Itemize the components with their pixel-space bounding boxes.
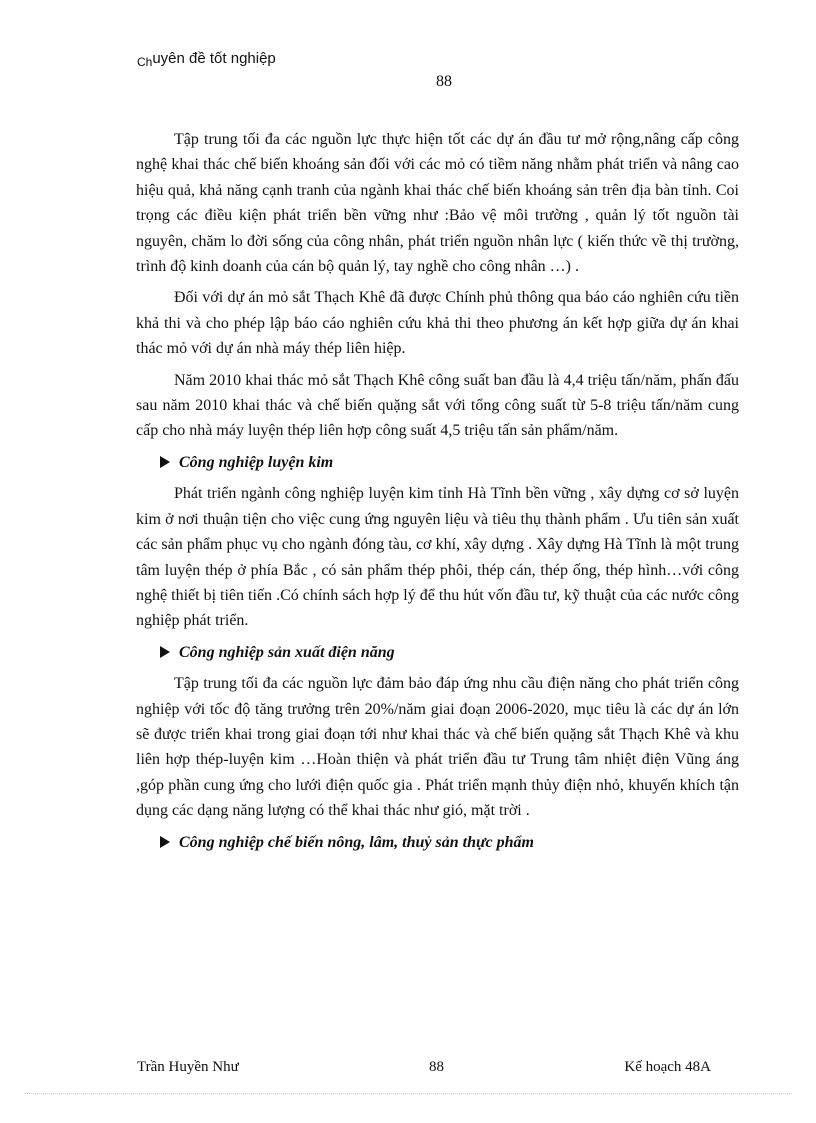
paragraph-metallurgy: Phát triển ngành công nghiệp luyện kim tỉnh Hà Tĩnh bền vững , xây dựng cơ sở luyện kim ở nơi thuận tiện cho việc cung ứng nguyên liệu và tiêu thụ thành phẩm . Ưu tiên sản xuất các sản phẩm phục vụ cho ngành đóng tàu, cơ khí, xây dựng . Xây dựng Hà Tĩnh là một trung tâm luyện thép ở phía Bắc , có sản phẩm thép phôi, thép cán, thép ống, thép hình…với công nghệ thiết bị tiên tiến .Có chính sách hợp lý để thu hút vốn đầu tư, kỹ thuật của các nước công nghiệp phát triển.	[136, 485, 739, 630]
footer-class: Kế hoạch 48A	[624, 1059, 711, 1075]
section-heading-electricity	[136, 640, 739, 665]
page-bottom-divider	[24, 1093, 792, 1094]
page-footer	[137, 1059, 711, 1079]
paragraph-thach-khe-capacity: Năm 2010 khai thác mỏ sắt Thạch Khê công suất ban đầu là 4,4 triệu tấn/năm, phấn đấu sau năm 2010 khai thác và chế biến quặng sắt với tổng công suất từ 5-8 triệu tấn/năm cung cấp cho nhà máy luyện thép liên hợp công suất 4,5 triệu tấn sản phẩm/năm.	[136, 371, 739, 440]
running-header-title-prefix: Ch	[137, 55, 153, 69]
running-header-title-rest: uyên đề tốt nghiệp	[152, 50, 276, 67]
arrow-bullet-icon	[160, 646, 170, 658]
section-heading-text: Công nghiệp luyện kim	[179, 453, 334, 471]
section-heading-food-processing	[136, 830, 739, 855]
running-header-title	[137, 50, 276, 67]
header-page-number: 88	[436, 73, 452, 90]
section-heading-metallurgy	[136, 450, 739, 475]
footer-author: Trần Huyền Như	[137, 1059, 239, 1075]
paragraph-mining-investment: Tập trung tối đa các nguồn lực thực hiện tốt các dự án đầu tư mở rộng,nâng cấp công nghệ khai thác chế biến khoáng sản đối với các mỏ có tiềm năng nhằm phát triển và nâng cao hiệu quả, khả năng cạnh tranh của ngành khai thác chế biến khoáng sản trên địa bàn tỉnh. Coi trọng các điều kiện phát triển bền vững như :Bảo vệ môi trường , quản lý tốt nguồn tài nguyên, chăm lo đời sống của công nhân, phát triển nguồn nhân lực ( kiến thức về thị trường, trình độ kinh doanh của cán bộ quản lý, tay nghề cho công nhân …) .	[136, 131, 739, 276]
paragraph-electricity: Tập trung tối đa các nguồn lực đảm bảo đáp ứng nhu cầu điện năng cho phát triển công nghiệp với tốc độ tăng trưởng trên 20%/năm giai đoạn 2006-2020, mục tiêu là các dự án lớn sẽ được triển khai trong giai đoạn tới như khai thác và chế biến quặng sắt Thạch Khê và khu liên hợp thép-luyện kim …Hoàn thiện và phát triển đầu tư Trung tâm nhiệt điện Vũng áng ,góp phần cung ứng cho lưới điện quốc gia . Phát triển mạnh thủy điện nhỏ, khuyến khích tận dụng các dạng năng lượng có thể khai thác như gió, mặt trời .	[136, 675, 739, 820]
arrow-bullet-icon	[160, 836, 170, 848]
page-body	[136, 127, 739, 861]
section-heading-text: Công nghiệp chế biến nông, lâm, thuỷ sản thực phẩm	[179, 833, 534, 851]
section-heading-text: Công nghiệp sản xuất điện năng	[179, 643, 395, 661]
paragraph-thach-khe-project: Đối với dự án mỏ sắt Thạch Khê đã được Chính phủ thông qua báo cáo nghiên cứu tiền khả thi và cho phép lập báo cáo nghiên cứu khả thi theo phương án kết hợp giữa dự án khai thác mỏ với dự án nhà máy thép liên hiệp.	[136, 289, 739, 358]
arrow-bullet-icon	[160, 456, 170, 468]
footer-page-number: 88	[429, 1059, 444, 1075]
